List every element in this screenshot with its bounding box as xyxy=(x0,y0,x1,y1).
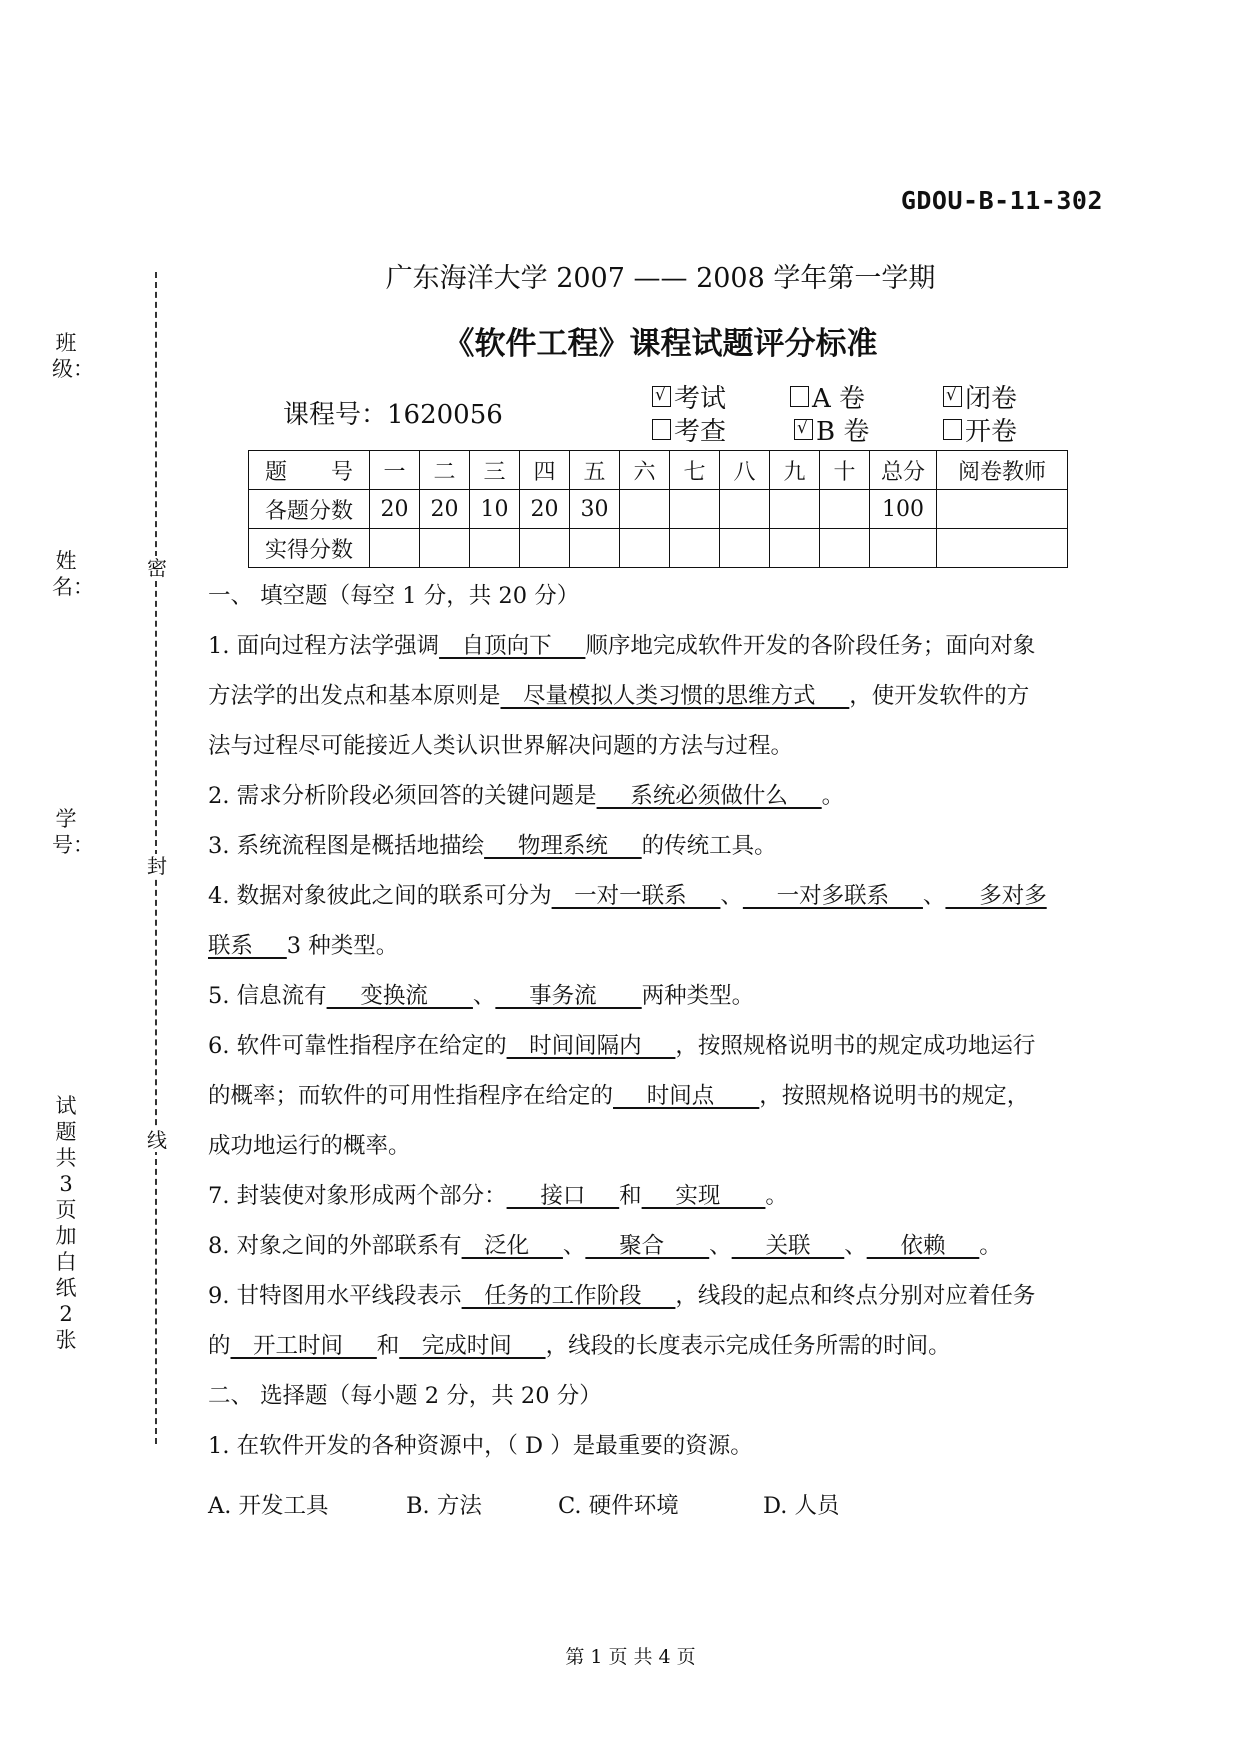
points-cell xyxy=(620,490,670,529)
answer-text: ___系统必须做什么___ xyxy=(596,783,822,809)
pages-label: 试题共 3 页 加白纸 2 张 xyxy=(55,1094,98,1352)
seal-mark-mi: 密 xyxy=(144,556,170,580)
option-exam[interactable] xyxy=(652,378,726,415)
answer-text: __时间间隔内___ xyxy=(506,1033,676,1059)
earned-cell[interactable] xyxy=(820,529,870,568)
points-cell xyxy=(720,490,770,529)
document-code: GDOU-B-11-302 xyxy=(900,186,1103,215)
points-cell: 20 xyxy=(420,490,470,529)
earned-cell[interactable] xyxy=(620,529,670,568)
answer-text: __一对一联系___ xyxy=(551,883,721,909)
points-row-label: 各题分数 xyxy=(249,490,370,529)
answer-text: ___多对多 xyxy=(945,883,1047,909)
answer-text: ___聚合____ xyxy=(585,1233,710,1259)
q4-line2: 联系___3 种类型。 xyxy=(208,933,399,959)
question-header: 三 xyxy=(470,451,520,490)
question-number-header: 题 号 xyxy=(249,451,370,490)
page-title: 《软件工程》课程试题评分标准 xyxy=(443,326,878,362)
earned-cell[interactable] xyxy=(420,529,470,568)
university-term: 广东海洋大学 2007 —— 2008 学年第一学期 xyxy=(385,263,936,294)
total-points-cell: 100 xyxy=(870,490,937,529)
answer-text: ___接口___ xyxy=(506,1183,620,1209)
section1 xyxy=(208,571,1128,1471)
answer-text: ___关联___ xyxy=(731,1233,845,1259)
points-cell xyxy=(670,490,720,529)
total-header: 总分 xyxy=(870,451,937,490)
checkbox-check[interactable] xyxy=(652,419,671,440)
answer-text: ___依赖___ xyxy=(866,1233,980,1259)
check-mark-icon: √ xyxy=(655,385,666,405)
q1-line2: 方法学的出发点和基本原则是__尽量模拟人类习惯的思维方式___，使开发软件的方 xyxy=(208,683,1030,709)
q1-line3: 法与过程尽可能接近人类认识世界解决问题的方法与过程。 xyxy=(208,733,794,759)
answer-text: __任务的工作阶段___ xyxy=(461,1283,676,1309)
table-row xyxy=(249,451,1068,490)
answer-text: __自顶向下___ xyxy=(439,633,586,659)
question-header: 五 xyxy=(570,451,620,490)
choice-d: D. 人员 xyxy=(763,1493,840,1519)
question-header: 二 xyxy=(420,451,470,490)
score-table xyxy=(248,450,1068,568)
q7-line: 7. 封装使对象形成两个部分：___接口___和___实现____。 xyxy=(208,1183,788,1209)
points-cell: 10 xyxy=(470,490,520,529)
answer-text: ___物理系统___ xyxy=(484,833,642,859)
option-paper-a-label: A 卷 xyxy=(812,384,866,414)
class-label: 班级： xyxy=(52,331,94,381)
checkbox-paper-b[interactable] xyxy=(794,419,813,440)
q3-line: 3. 系统流程图是概括地描绘___物理系统___的传统工具。 xyxy=(208,833,777,859)
question-header: 四 xyxy=(520,451,570,490)
teacher-cell[interactable] xyxy=(937,490,1068,529)
earned-total-cell[interactable] xyxy=(870,529,937,568)
checkbox-paper-a[interactable] xyxy=(790,386,809,407)
question-header: 八 xyxy=(720,451,770,490)
choice-c: C. 硬件环境 xyxy=(558,1493,679,1519)
option-open-book-label: 开卷 xyxy=(965,417,1018,447)
points-cell: 30 xyxy=(570,490,620,529)
earned-cell[interactable] xyxy=(770,529,820,568)
question-header: 九 xyxy=(770,451,820,490)
question-header: 一 xyxy=(370,451,420,490)
earned-cell[interactable] xyxy=(720,529,770,568)
option-exam-label: 考试 xyxy=(674,384,727,414)
q6-line3: 成功地运行的概率。 xyxy=(208,1133,411,1159)
earned-cell[interactable] xyxy=(570,529,620,568)
points-cell xyxy=(770,490,820,529)
answer-text: ___变换流____ xyxy=(326,983,473,1009)
answer-text: __开工时间___ xyxy=(230,1333,377,1359)
teacher-header: 阅卷教师 xyxy=(937,451,1068,490)
section2-heading: 二、 选择题（每小题 2 分，共 20 分） xyxy=(208,1383,602,1409)
choice-b: B. 方法 xyxy=(406,1493,482,1519)
checkbox-closed-book[interactable] xyxy=(943,386,962,407)
option-closed-book-label: 闭卷 xyxy=(965,384,1018,414)
points-cell: 20 xyxy=(370,490,420,529)
name-label: 姓名： xyxy=(52,549,94,599)
earned-cell[interactable] xyxy=(470,529,520,568)
answer-text: 联系___ xyxy=(208,933,287,959)
table-row xyxy=(249,529,1068,568)
answer-text: ___事务流____ xyxy=(495,983,642,1009)
earned-cell[interactable] xyxy=(520,529,570,568)
earned-row-label: 实得分数 xyxy=(249,529,370,568)
answer-text: __泛化___ xyxy=(461,1233,563,1259)
section1-heading: 一、 填空题（每空 1 分，共 20 分） xyxy=(208,583,580,609)
option-open-book[interactable] xyxy=(943,411,1017,448)
table-row xyxy=(249,490,1068,529)
checkbox-exam[interactable] xyxy=(652,386,671,407)
q4-line1: 4. 数据对象彼此之间的联系可分为__一对一联系___、___一对多联系___、___多对多 xyxy=(208,883,1047,909)
option-paper-b[interactable] xyxy=(794,411,869,448)
page-footer: 第 1 页 共 4 页 xyxy=(565,1646,696,1668)
q6-line2: 的概率；而软件的可用性指程序在给定的___时间点____，按照规格说明书的规定， xyxy=(208,1083,1030,1109)
checkbox-open-book[interactable] xyxy=(943,419,962,440)
answer-text: __完成时间___ xyxy=(399,1333,546,1359)
seal-mark-feng: 封 xyxy=(144,854,170,878)
q9-line1: 9. 甘特图用水平线段表示__任务的工作阶段___，线段的起点和终点分别对应着任务 xyxy=(208,1283,1036,1309)
earned-cell[interactable] xyxy=(670,529,720,568)
s2-q1-line: 1. 在软件开发的各种资源中，（ D ）是最重要的资源。 xyxy=(208,1433,753,1459)
q9-line2: 的__开工时间___和__完成时间___，线段的长度表示完成任务所需的时间。 xyxy=(208,1333,951,1359)
points-cell xyxy=(820,490,870,529)
choice-a: A. 开发工具 xyxy=(208,1493,329,1519)
earned-cell[interactable] xyxy=(370,529,420,568)
check-mark-icon: √ xyxy=(797,418,808,438)
course-number: 课程号：1620056 xyxy=(283,400,503,430)
option-paper-b-label: B 卷 xyxy=(816,417,870,447)
answer-text: ___时间点____ xyxy=(613,1083,760,1109)
answer-text: ___实现____ xyxy=(641,1183,766,1209)
option-paper-a[interactable] xyxy=(790,378,865,415)
question-header: 十 xyxy=(820,451,870,490)
option-check-label: 考查 xyxy=(674,417,727,447)
check-mark-icon: √ xyxy=(946,385,957,405)
question-header: 六 xyxy=(620,451,670,490)
student-id-label: 学号： xyxy=(52,807,94,857)
seal-mark-xian: 线 xyxy=(144,1128,170,1152)
q8-line: 8. 对象之间的外部联系有__泛化___、___聚合____、___关联___、___依赖___。 xyxy=(208,1233,1002,1259)
q6-line1: 6. 软件可靠性指程序在给定的__时间间隔内___，按照规格说明书的规定成功地运行 xyxy=(208,1033,1036,1059)
option-check[interactable] xyxy=(652,411,726,448)
points-cell: 20 xyxy=(520,490,570,529)
q5-line: 5. 信息流有___变换流____、___事务流____两种类型。 xyxy=(208,983,755,1009)
option-closed-book[interactable] xyxy=(943,378,1017,415)
q2-line: 2. 需求分析阶段必须回答的关键问题是___系统必须做什么___。 xyxy=(208,783,845,809)
earned-teacher-cell[interactable] xyxy=(937,529,1068,568)
answer-text: __尽量模拟人类习惯的思维方式___ xyxy=(500,683,850,709)
question-header: 七 xyxy=(670,451,720,490)
q1-line1: 1. 面向过程方法学强调__自顶向下___顺序地完成软件开发的各阶段任务；面向对象 xyxy=(208,633,1036,659)
answer-text: ___一对多联系___ xyxy=(742,883,923,909)
